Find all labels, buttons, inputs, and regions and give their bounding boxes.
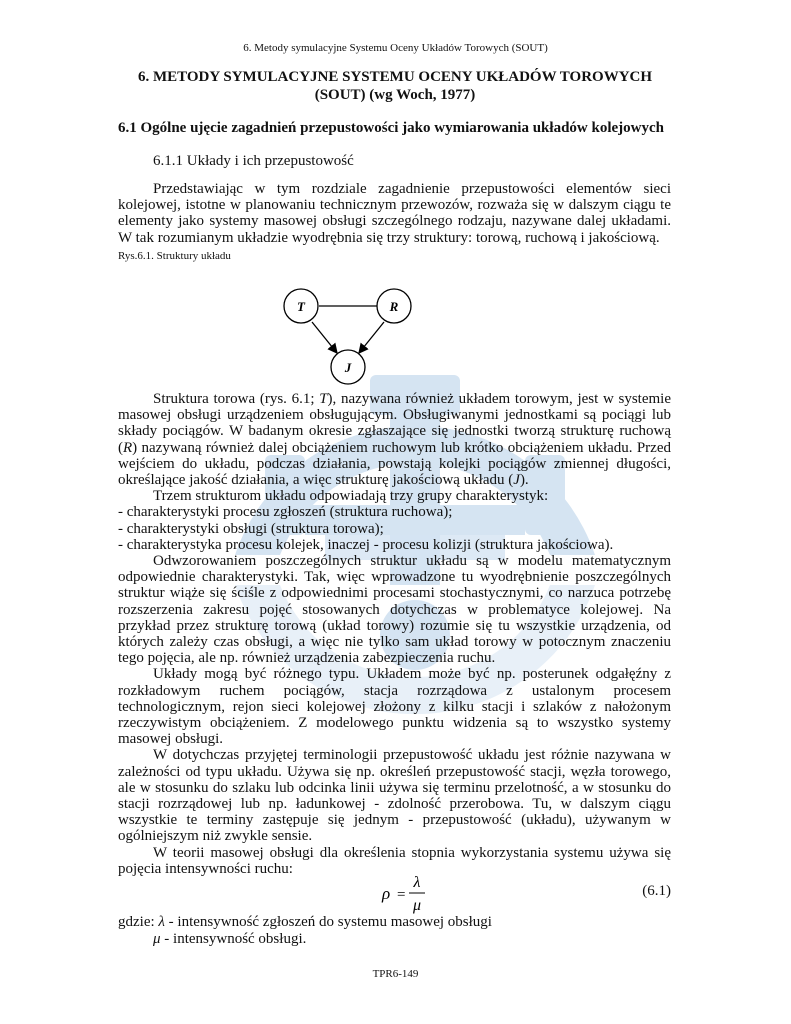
node-r-label: R (389, 299, 399, 314)
formula-6-1 (380, 872, 440, 916)
running-header: 6. Metody symulacyjne Systemu Oceny Układów Torowych (SOUT) (243, 42, 548, 54)
chapter-title-line-1: 6. METODY SYMULACYJNE SYSTEMU OCENY UKŁADÓW TOROWYCH (137, 69, 653, 85)
paragraph-theory: W teorii masowej obsługi dla określenia stopnia wykorzystania systemu używa się pojęcia intensywności ruchu: (118, 844, 671, 877)
node-t-label: T (297, 299, 305, 314)
node-j-label: J (344, 360, 352, 375)
node-t (284, 289, 318, 323)
list-item: - charakterystyki obsługi (struktura torowa); (118, 520, 384, 537)
body-block (118, 391, 671, 877)
intro-paragraph: Przedstawiając w tym rozdziale zagadnienie przepustowości elementów sieci kolejowej, istotne w planowaniu technicznym przewozów, rozważa się w dalszym ciągu te elementy jako systemy masowej obsługi szczególnego rodzaju, nazywane dalej układami. W tak rozumianym układzie wyodrębnia się trzy struktury: torową, ruchową i jakościową. (118, 181, 671, 246)
formula-rho: ρ (382, 884, 391, 903)
definition-mu: μ - intensywność obsługi. (153, 931, 307, 947)
paragraph-terminology: W dotychczas przyjętej terminologii przepustowość układu jest różnie nazywana w zależności od typu układu. Używa się np. określeń przepustowość stacji, węzła torowego, ale w stosunku do szlaku lub odcinka linii używa się terminu przelotność, a w stosunku do stacji rozrządowej lub np. ładunkowej - zdolność przerobowa. Tu, w dalszym ciągu wszystkie te terminy zastępuje się jednym - przepustowość (układu), używanym w ogólniejszym niż zwykle sensie. (118, 747, 671, 845)
paragraph-model: Odwzorowaniem poszczególnych struktur układu są w modelu matematycznym odpowiednie charakterystyki. Tak, więc wprowadzone tu wyodrębnienie poszczególnych struktur wiąże się ściśle z odpowiednimi procesami stochastycznymi, co narzuca potrzebę rozszerzenia zakresu pojęć stosowanych dotychczas w problematyce kolejowej. Na przykład przez strukturę torową (układ torowy) rozumie się tu wszystkie urządzenia, od których zależy czas obsługi, a więc nie tylko sam układ torowy w potocznym znaczeniu tego pojęcia, ale np. również urządzenia zabezpieczenia ruchu. (118, 553, 671, 667)
subsection-heading: 6.1.1 Układy i ich przepustowość (153, 153, 354, 169)
paragraph-types: Układy mogą być różnego typu. Układem może być np. posterunek odgałęźny z rozkładowym ruchem pociągów, stacja rozrządowa z ustalonym procesem technologicznym, rejon sieci kolejowej złożony z kilku stacji i szlaków z nałożonym rzeczywistym obciążeniem. Z modelowego punktu widzenia są to wszystko systemy masowej obsługi. (118, 666, 671, 748)
definition-lambda: gdzie: λ - intensywność zgłoszeń do systemu masowej obsługi (118, 914, 492, 930)
figure-caption: Rys.6.1. Struktury układu (118, 250, 231, 262)
page-footer: TPR6-149 (372, 968, 419, 980)
structure-diagram (270, 278, 430, 388)
equation-number: (6.1) (642, 883, 671, 899)
list-item: - charakterystyki procesu zgłoszeń (struktura ruchowa); (118, 504, 453, 521)
node-r (377, 289, 411, 323)
formula-numerator: λ (413, 874, 421, 891)
chapter-title-line-2: (SOUT) (wg Woch, 1977) (314, 87, 476, 103)
characteristics-list (118, 504, 671, 553)
chapter-title (100, 68, 690, 104)
section-heading: 6.1 Ogólne ujęcie zagadnień przepustowości jako wymiarowania układów kolejowych (118, 120, 664, 136)
paragraph-groups: Trzem strukturom układu odpowiadają trzy grupy charakterystyk: (153, 488, 549, 505)
formula-denominator: μ (412, 897, 422, 914)
intro-block (118, 181, 671, 246)
node-j (331, 350, 365, 384)
list-item: - charakterystyka procesu kolejek, inaczej - procesu kolizji (struktura jakościowa). (118, 536, 614, 553)
arrow-t-j (312, 322, 337, 353)
formula-equals: = (397, 887, 406, 903)
arrow-r-j (359, 322, 384, 353)
paragraph-structures: Struktura torowa (rys. 6.1; T), nazywana również układem torowym, jest w systemie masowej obsługi urządzeniem obsługującym. Obsługiwanymi jednostkami są pociągi lub składy pociągów. W badanym okresie zgłaszające się jednostki tworzą strukturę ruchową (R) nazywaną również dalej obciążeniem ruchowym lub krótko obciążeniem układu. Przed wejściem do układu, podczas działania, powstają kolejki pociągów zmiennej długości, określające jakość działania, a więc strukturę jakościową układu (J). (118, 391, 671, 489)
symbol-definitions (118, 914, 492, 948)
